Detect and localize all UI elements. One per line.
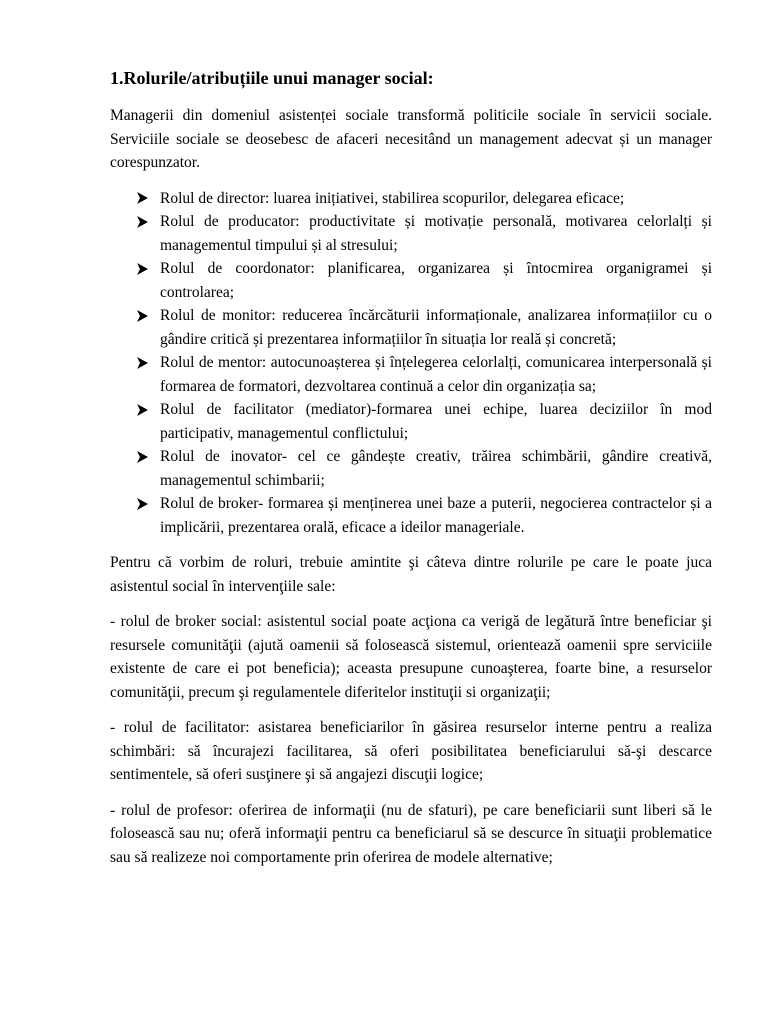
role-item [110,210,712,257]
role-item [110,445,712,492]
role-item [110,492,712,539]
arrowhead-bullet-icon [137,492,155,516]
role-text: Rolul de director: luarea inițiativei, stabilirea scopurilor, delegarea eficace; [160,189,625,207]
role-text: Rolul de inovator- cel ce gândește creativ, trăirea schimbării, gândire creativă, managementul schimbarii; [160,448,712,489]
teacher-role-paragraph: - rolul de profesor: oferirea de informaţii (nu de sfaturi), pe care beneficiarii sunt liberi să le folosească sau nu; oferă informaţii pentru ca beneficiarul să se descurce în situaţii problematice sau să realizeze noi comportamente prin oferirea de modele alternative; [110,801,712,866]
role-item [110,398,712,445]
role-text: Rolul de monitor: reducerea încărcăturii informaționale, analizarea informațiilor cu o gândire critică și prezentarea informațiilor în situația lor reală și concretă; [160,307,712,348]
facilitator-role-paragraph: - rolul de facilitator: asistarea beneficiarilor în găsirea resurselor interne pentru a realiza schimbări: să încurajezi facilitarea, să oferi posibilitatea beneficiarului să-şi descarce sentimentele, să oferi susţinere şi să angajezi discuţii logice; [110,719,712,783]
role-text: Rolul de producator: productivitate și motivație personală, motivarea celorlalți și managementul timpului și al stresului; [160,213,712,254]
arrowhead-bullet-icon [137,210,155,234]
arrowhead-bullet-icon [137,445,155,469]
arrowhead-bullet-icon [137,398,155,422]
role-text: Rolul de coordonator: planificarea, organizarea și întocmirea organigramei și controlarea; [160,260,712,301]
document-page [110,66,712,881]
role-text: Rolul de facilitator (mediator)-formarea unei echipe, luarea deciziilor în mod participativ, managementul conflictului; [160,401,712,442]
role-item [110,304,712,351]
arrowhead-bullet-icon [137,304,155,328]
role-item [110,257,712,304]
document-heading: 1.Rolurile/atribuțiile unui manager social: [110,68,434,88]
role-text: Rolul de mentor: autocunoașterea și înțelegerea celorlalți, comunicarea interpersonală și formarea de formatori, dezvoltarea continuă a celor din organizația sa; [160,354,712,395]
role-item [110,351,712,398]
role-text: Rolul de broker- formarea și menținerea unei baze a puterii, negocierea contractelor și a implicării, prezentarea orală, eficace a ideilor manageriale. [160,495,712,536]
arrowhead-bullet-icon [137,351,155,375]
arrowhead-bullet-icon [137,257,155,281]
role-item [110,187,712,211]
arrowhead-bullet-icon [137,187,155,211]
social-worker-roles-intro: Pentru că vorbim de roluri, trebuie amintite şi câteva dintre rolurile pe care le poate juca asistentul social în intervenţiile sale: [110,554,712,595]
manager-roles-list [110,187,712,540]
broker-role-paragraph: - rolul de broker social: asistentul social poate acţiona ca verigă de legătură între beneficiar şi resursele comunităţii (ajută oamenii să folosească sistemul, orientează oamenii spre serviciile existente de care ei pot beneficia); aceasta presupune cunoaşterea, foarte bine, a resurselor comunităţii, precum şi regulamentele diferitelor instituţii si organizaţii; [110,613,712,701]
intro-paragraph: Managerii din domeniul asistenței sociale transformă politicile sociale în servicii sociale. Serviciile sociale se deosebesc de afaceri necesitând un management adecvat și un manager corespunzator. [110,107,712,171]
